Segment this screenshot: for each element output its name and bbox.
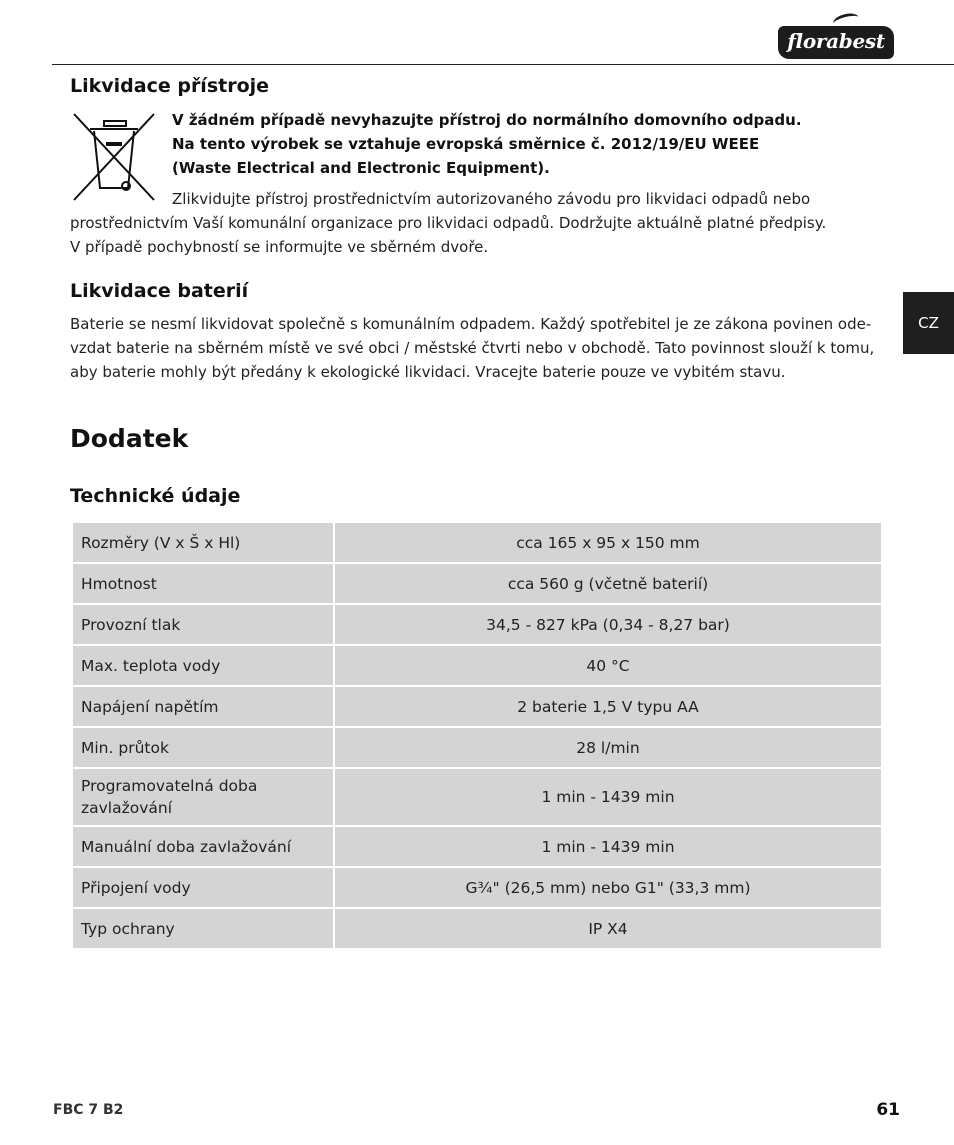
- spec-label: Hmotnost: [72, 563, 334, 604]
- table-row: [72, 826, 882, 867]
- spec-label: Max. teplota vody: [72, 645, 334, 686]
- spec-value: 1 min - 1439 min: [334, 826, 882, 867]
- spec-value: 34,5 - 827 kPa (0,34 - 8,27 bar): [334, 604, 882, 645]
- spec-label: Provozní tlak: [72, 604, 334, 645]
- spec-label: Připojení vody: [72, 867, 334, 908]
- disposal-warning-line-3: (Waste Electrical and Electronic Equipment).: [172, 159, 550, 177]
- disposal-body-line-2: prostřednictvím Vaší komunální organizace pro likvidaci odpadů. Dodržujte aktuálně platné předpisy.: [70, 214, 827, 232]
- spec-value: cca 165 x 95 x 150 mm: [334, 522, 882, 563]
- disposal-batteries-heading: Likvidace baterií: [70, 280, 249, 302]
- table-row: [72, 908, 882, 949]
- table-row: [72, 686, 882, 727]
- spec-label: Min. průtok: [72, 727, 334, 768]
- batteries-body-line-2: vzdat baterie na sběrném místě ve své obci / městské čtvrti nebo v obchodě. Tato povinnost slouží k tomu,: [70, 339, 875, 357]
- spec-label: Napájení napětím: [72, 686, 334, 727]
- crossed-out-bin-icon: [70, 112, 158, 202]
- table-row: [72, 522, 882, 563]
- spec-value: 28 l/min: [334, 727, 882, 768]
- brand-logo-text: florabest: [787, 29, 885, 53]
- language-tab: CZ: [903, 292, 954, 354]
- disposal-warning-line-1: V žádném případě nevyhazujte přístroj do normálního domovního odpadu.: [172, 111, 802, 129]
- table-row: [72, 867, 882, 908]
- batteries-body-line-3: aby baterie mohly být předány k ekologické likvidaci. Vracejte baterie pouze ve vybitém stavu.: [70, 363, 786, 381]
- spec-value: IP X4: [334, 908, 882, 949]
- spec-value: 1 min - 1439 min: [334, 768, 882, 826]
- table-row: [72, 604, 882, 645]
- tech-heading: Technické údaje: [70, 485, 241, 507]
- spec-label: Manuální doba zavlažování: [72, 826, 334, 867]
- spec-label: Typ ochrany: [72, 908, 334, 949]
- disposal-body-line-1: Zlikvidujte přístroj prostřednictvím autorizovaného závodu pro likvidaci odpadů nebo: [172, 190, 811, 208]
- disposal-body-line-3: V případě pochybností se informujte ve sběrném dvoře.: [70, 238, 489, 256]
- header-rule: [52, 64, 954, 65]
- table-row: [72, 563, 882, 604]
- spec-label: Programovatelná doba zavlažování: [72, 768, 334, 826]
- disposal-warning-line-2: Na tento výrobek se vztahuje evropská směrnice č. 2012/19/EU WEEE: [172, 135, 760, 153]
- disposal-device-heading: Likvidace přístroje: [70, 75, 270, 97]
- tech-specs-table: [71, 521, 883, 950]
- page-number: 61: [876, 1100, 900, 1120]
- batteries-body-line-1: Baterie se nesmí likvidovat společně s komunálním odpadem. Každý spotřebitel je ze zákona povinen ode-: [70, 315, 872, 333]
- table-row: [72, 768, 882, 826]
- spec-value: cca 560 g (včetně baterií): [334, 563, 882, 604]
- table-row: [72, 645, 882, 686]
- footer-model: FBC 7 B2: [53, 1102, 124, 1118]
- appendix-title: Dodatek: [70, 424, 189, 453]
- spec-value: 2 baterie 1,5 V typu AA: [334, 686, 882, 727]
- spec-value: G¾" (26,5 mm) nebo G1" (33,3 mm): [334, 867, 882, 908]
- spec-value: 40 °C: [334, 645, 882, 686]
- brand-logo: [778, 26, 894, 59]
- spec-label: Rozměry (V x Š x Hl): [72, 522, 334, 563]
- table-row: [72, 727, 882, 768]
